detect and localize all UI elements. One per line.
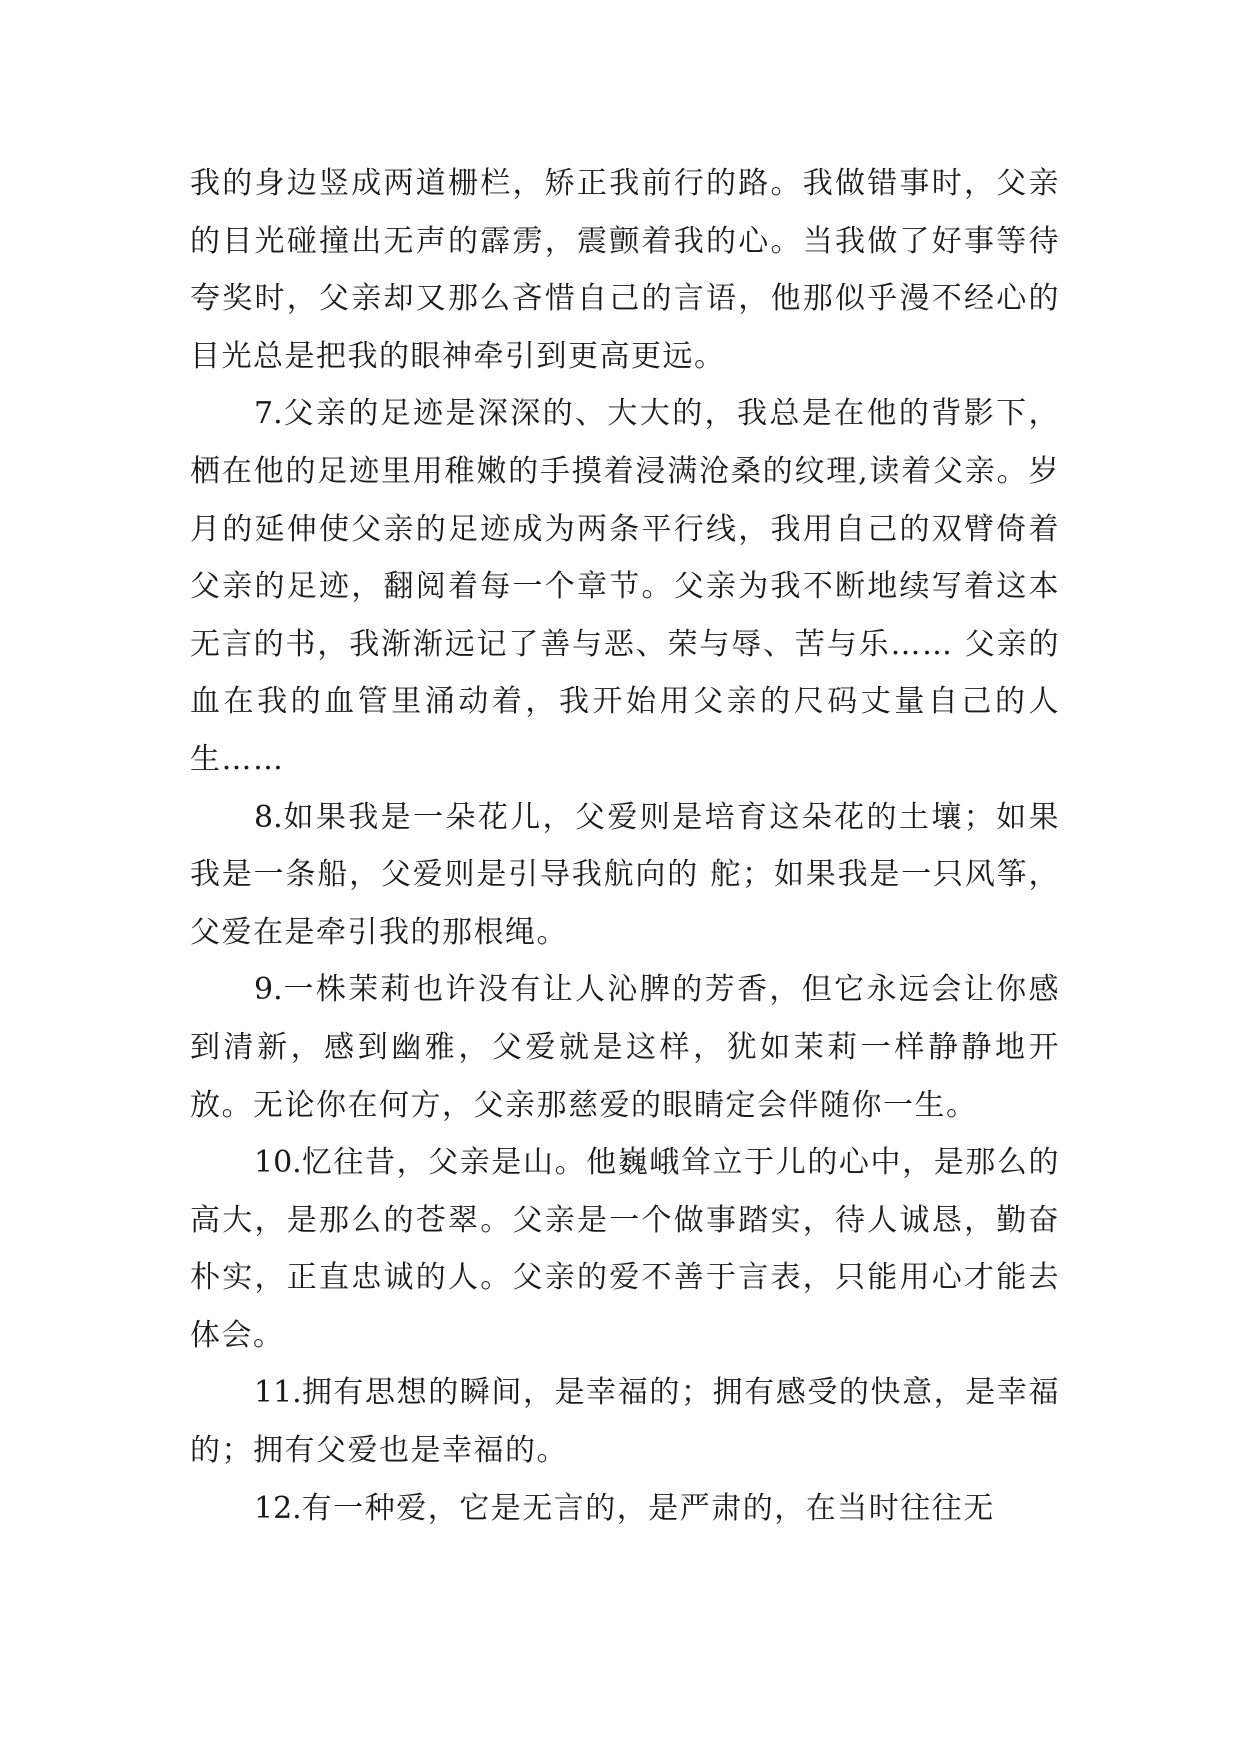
paragraph-continuation: [190, 155, 1060, 385]
paragraph-number: 7.: [254, 396, 283, 432]
paragraph-8: [190, 789, 1060, 962]
paragraph-7: [190, 385, 1060, 788]
document-body: [190, 155, 1060, 1537]
paragraph-9: [190, 961, 1060, 1134]
paragraph-number: 12.: [254, 1490, 302, 1526]
paragraph-number: 8.: [254, 799, 283, 835]
paragraph-text: 如果我是一朵花儿，父爱则是培育这朵花的土壤；如果我是一条船，父爱则是引导我航向的 舵；如果我是一只风筝，父爱在是牵引我的那根绳。: [190, 799, 1060, 950]
paragraph-number: 11.: [254, 1375, 302, 1411]
paragraph-text: 忆往昔，父亲是山。他巍峨耸立于儿的心中，是那么的高大，是那么的苍翠。父亲是一个做事踏实，待人诚恳，勤奋朴实，正直忠诚的人。父亲的爱不善于言表，只能用心才能去体会。: [190, 1145, 1060, 1353]
paragraph-10: [190, 1134, 1060, 1364]
paragraph-text: 父亲的足迹是深深的、大大的，我总是在他的背影下，栖在他的足迹里用稚嫩的手摸着浸满沧桑的纹理,读着父亲。岁月的延伸使父亲的足迹成为两条平行线，我用自己的双臂倚着父亲的足迹，翻阅着每一个章节。父亲为我不断地续写着这本无言的书，我渐渐远记了善与恶、荣与辱、苦与乐…… 父亲的血在我的血管里涌动着，我开始用父亲的尺码丈量自己的人生……: [190, 396, 1060, 777]
paragraph-text: 一株茉莉也许没有让人沁脾的芳香，但它永远会让你感到清新，感到幽雅，父爱就是这样，犹如茉莉一样静静地开放。无论你在何方，父亲那慈爱的眼睛定会伴随你一生。: [190, 972, 1060, 1123]
paragraph-text: 我的身边竖成两道栅栏，矫正我前行的路。我做错事时，父亲的目光碰撞出无声的霹雳，震颤着我的心。当我做了好事等待夸奖时，父亲却又那么吝惜自己的言语，他那似乎漫不经心的目光总是把我的眼神牵引到更高更远。: [190, 166, 1060, 374]
paragraph-11: [190, 1364, 1060, 1479]
paragraph-text: 拥有思想的瞬间，是幸福的；拥有感受的快意，是幸福的；拥有父爱也是幸福的。: [190, 1375, 1060, 1469]
paragraph-text: 有一种爱，它是无言的，是严肃的，在当时往往无: [301, 1490, 995, 1526]
paragraph-12: [190, 1480, 1060, 1538]
paragraph-number: 9.: [254, 972, 283, 1008]
paragraph-number: 10.: [254, 1145, 302, 1181]
